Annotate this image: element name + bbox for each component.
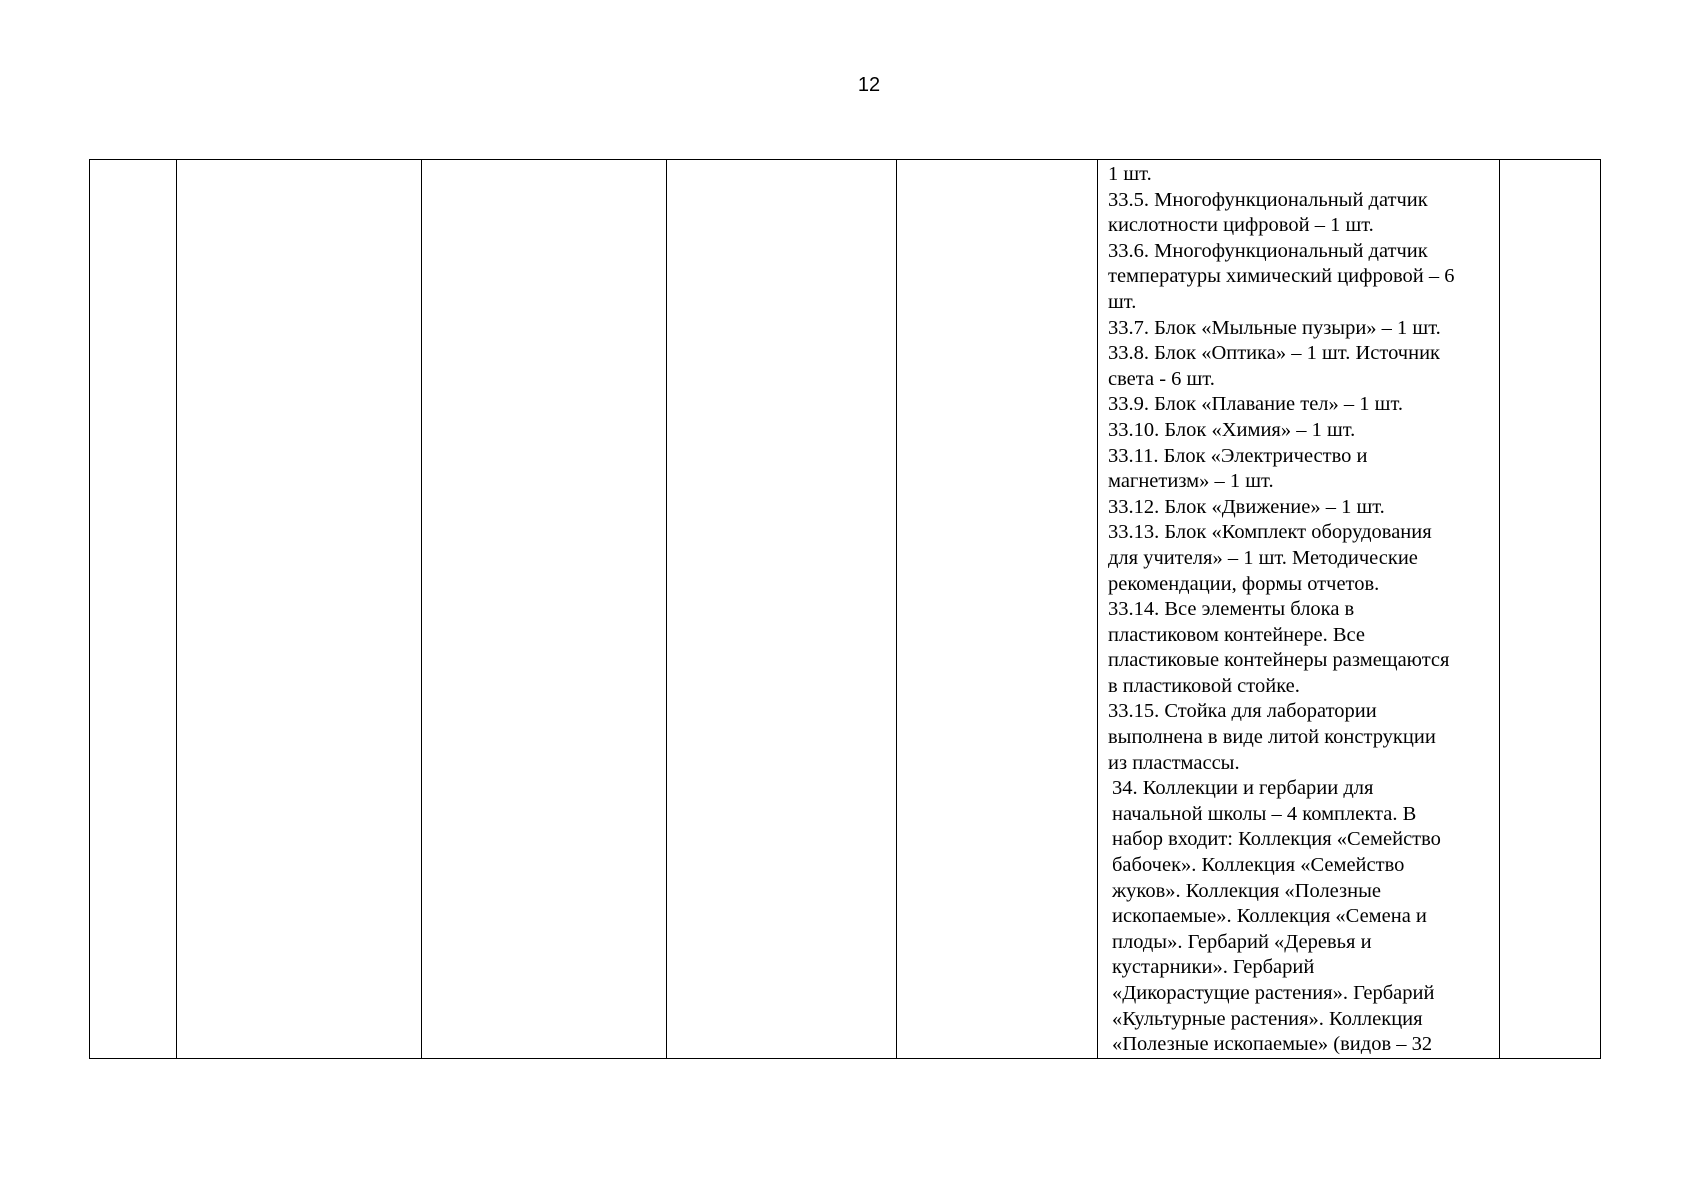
text-line: кислотности цифровой – 1 шт. <box>1108 214 1374 237</box>
text-line: 33.15. Стойка для лаборатории <box>1108 700 1377 723</box>
text-line: кустарники». Гербарий <box>1112 956 1315 979</box>
table-cell-5 <box>897 160 1098 1059</box>
table-cell-7 <box>1500 160 1601 1059</box>
text-line: 33.9. Блок «Плавание тел» – 1 шт. <box>1108 393 1403 416</box>
text-line: «Полезные ископаемые» (видов – 32 <box>1112 1033 1433 1056</box>
page-number: 12 <box>857 74 881 96</box>
text-line: 1 шт. <box>1108 163 1152 185</box>
text-line: ископаемые». Коллекция «Семена и <box>1112 905 1427 928</box>
text-line: 33.8. Блок «Оптика» – 1 шт. Источник <box>1108 342 1440 365</box>
text-line: пластиковом контейнере. Все <box>1108 623 1365 646</box>
text-line: в пластиковой стойке. <box>1108 674 1300 697</box>
text-line: 33.5. Многофункциональный датчик <box>1108 188 1428 211</box>
specification-table <box>89 159 1601 1059</box>
specification-text <box>1098 160 1499 1058</box>
text-line: 33.6. Многофункциональный датчик <box>1108 239 1428 262</box>
text-line: жуков». Коллекция «Полезные <box>1112 879 1381 902</box>
text-line: 33.10. Блок «Химия» – 1 шт. <box>1108 418 1356 441</box>
text-line: бабочек». Коллекция «Семейство <box>1112 854 1405 877</box>
table-cell-specification <box>1098 160 1500 1059</box>
text-line: 33.7. Блок «Мыльные пузыри» – 1 шт. <box>1108 316 1441 339</box>
table-cell-3 <box>422 160 667 1059</box>
table-row <box>90 160 1601 1059</box>
table-cell-number <box>90 160 177 1059</box>
text-line: выполнена в виде литой конструкции <box>1108 726 1436 749</box>
text-line: для учителя» – 1 шт. Методические <box>1108 546 1418 569</box>
text-line: 33.12. Блок «Движение» – 1 шт. <box>1108 495 1385 518</box>
text-line: 33.11. Блок «Электричество и <box>1108 444 1368 467</box>
text-line: температуры химический цифровой – 6 <box>1108 265 1455 288</box>
table-cell-2 <box>177 160 422 1059</box>
text-line: магнетизм» – 1 шт. <box>1108 470 1274 493</box>
text-line: «Дикорастущие растения». Гербарий <box>1112 982 1435 1004</box>
text-line: рекомендации, формы отчетов. <box>1108 572 1380 595</box>
text-line: шт. <box>1108 290 1137 313</box>
text-line: плоды». Гербарий «Деревья и <box>1112 930 1372 953</box>
text-line: 33.14. Все элементы блока в <box>1108 598 1355 621</box>
text-line: из пластмассы. <box>1108 751 1240 774</box>
text-line: 33.13. Блок «Комплект оборудования <box>1108 521 1432 544</box>
text-line: начальной школы – 4 комплекта. В <box>1112 802 1417 825</box>
text-line: «Культурные растения». Коллекция <box>1112 1007 1423 1030</box>
table-cell-4 <box>667 160 897 1059</box>
text-line: набор входит: Коллекция «Семейство <box>1112 828 1441 851</box>
text-line: пластиковые контейнеры размещаются <box>1108 649 1450 672</box>
text-line: 34. Коллекции и гербарии для <box>1112 777 1374 800</box>
text-line: света - 6 шт. <box>1108 367 1215 390</box>
